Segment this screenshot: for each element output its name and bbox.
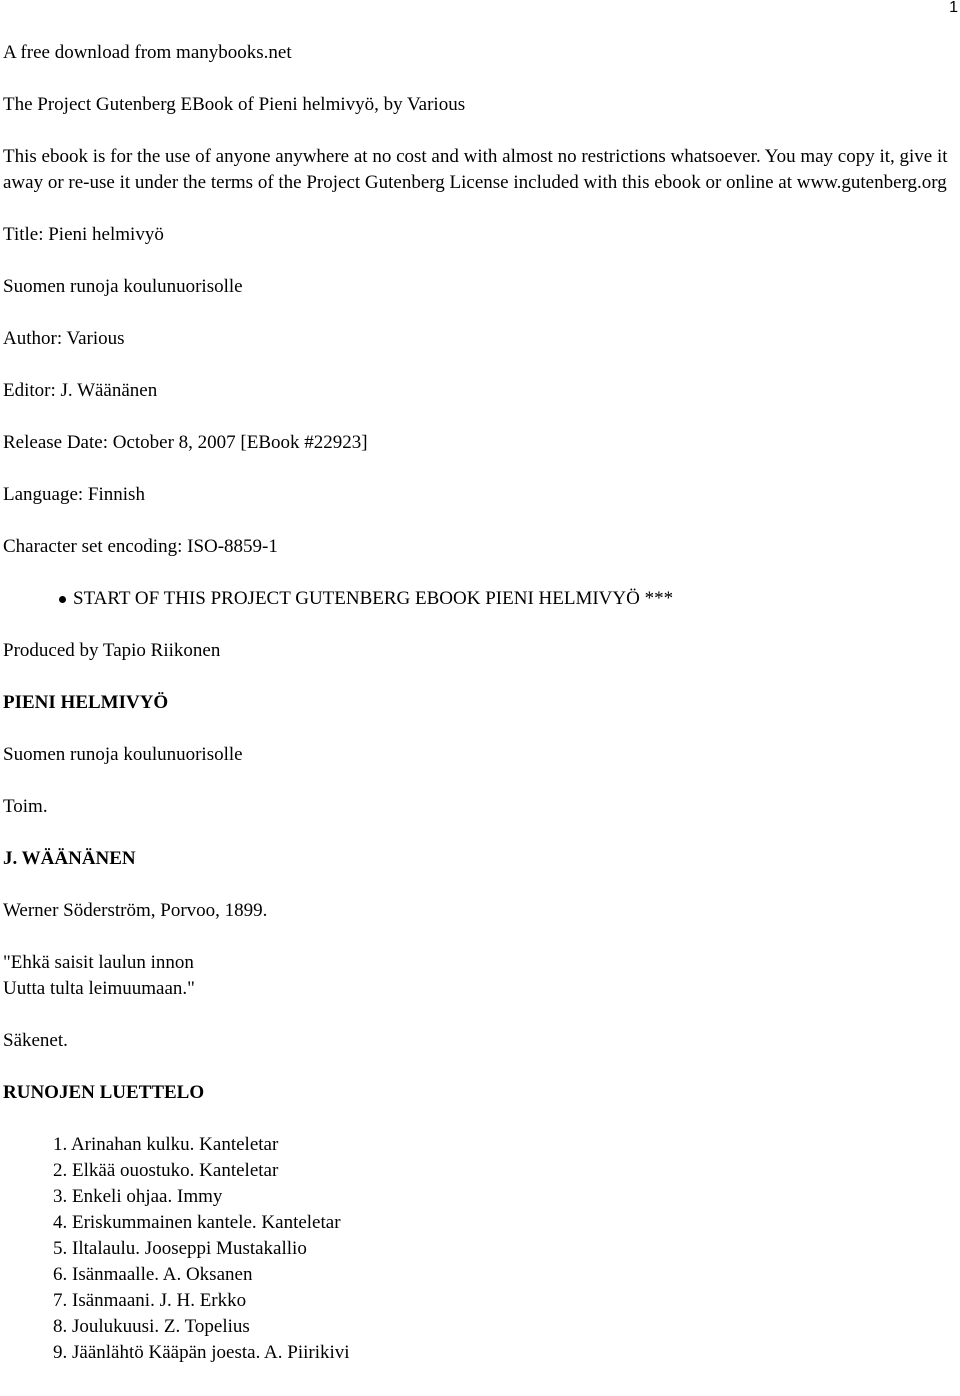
toc-list xyxy=(3,1132,960,1366)
metadata-title: Title: Pieni helmivyö xyxy=(3,224,164,245)
metadata-language: Language: Finnish xyxy=(3,484,145,505)
toc-item: 4. Eriskummainen kantele. Kanteletar xyxy=(53,1212,341,1233)
metadata-release-date: Release Date: October 8, 2007 [EBook #22923] xyxy=(3,432,368,453)
epigraph xyxy=(3,950,960,1002)
editor-prefix: Toim. xyxy=(3,796,48,817)
download-note: A free download from manybooks.net xyxy=(3,42,292,63)
epigraph-source: Säkenet. xyxy=(3,1030,68,1051)
page-number: 1 xyxy=(949,0,958,16)
document-body xyxy=(3,40,960,1366)
epigraph-line-2: Uutta tulta leimuumaan." xyxy=(3,978,195,999)
start-marker-list xyxy=(3,586,960,612)
publisher: Werner Söderström, Porvoo, 1899. xyxy=(3,900,268,921)
toc-item: 5. Iltalaulu. Jooseppi Mustakallio xyxy=(53,1238,307,1259)
ebook-title-line: The Project Gutenberg EBook of Pieni helmivyö, by Various xyxy=(3,94,466,115)
toc-item: 3. Enkeli ohjaa. Immy xyxy=(53,1186,223,1207)
editor-name: J. WÄÄNÄNEN xyxy=(3,848,136,869)
toc-item: 8. Joulukuusi. Z. Topelius xyxy=(53,1316,250,1337)
toc-heading: RUNOJEN LUETTELO xyxy=(3,1082,205,1103)
toc-item: 1. Arinahan kulku. Kanteletar xyxy=(53,1134,279,1155)
toc-item: 2. Elkää ouostuko. Kanteletar xyxy=(53,1160,279,1181)
toc-item: 9. Jäänlähtö Kääpän joesta. A. Piirikivi xyxy=(53,1342,350,1363)
book-subtitle: Suomen runoja koulunuorisolle xyxy=(3,744,243,765)
start-marker: START OF THIS PROJECT GUTENBERG EBOOK PIENI HELMIVYÖ *** xyxy=(73,586,960,612)
toc-item: 7. Isänmaani. J. H. Erkko xyxy=(53,1290,247,1311)
license-text: This ebook is for the use of anyone anywhere at no cost and with almost no restrictions whatsoever. You may copy it, give it away or re-use it under the terms of the Project Gutenberg License included with this ebook or online at www.gutenberg.org xyxy=(3,146,948,193)
epigraph-line-1: "Ehkä saisit laulun innon xyxy=(3,952,194,973)
metadata-encoding: Character set encoding: ISO-8859-1 xyxy=(3,536,278,557)
metadata-editor: Editor: J. Wäänänen xyxy=(3,380,158,401)
produced-by: Produced by Tapio Riikonen xyxy=(3,640,221,661)
book-title: PIENI HELMIVYÖ xyxy=(3,692,169,713)
toc-item: 6. Isänmaalle. A. Oksanen xyxy=(53,1264,253,1285)
metadata-author: Author: Various xyxy=(3,328,125,349)
metadata-subtitle: Suomen runoja koulunuorisolle xyxy=(3,276,243,297)
